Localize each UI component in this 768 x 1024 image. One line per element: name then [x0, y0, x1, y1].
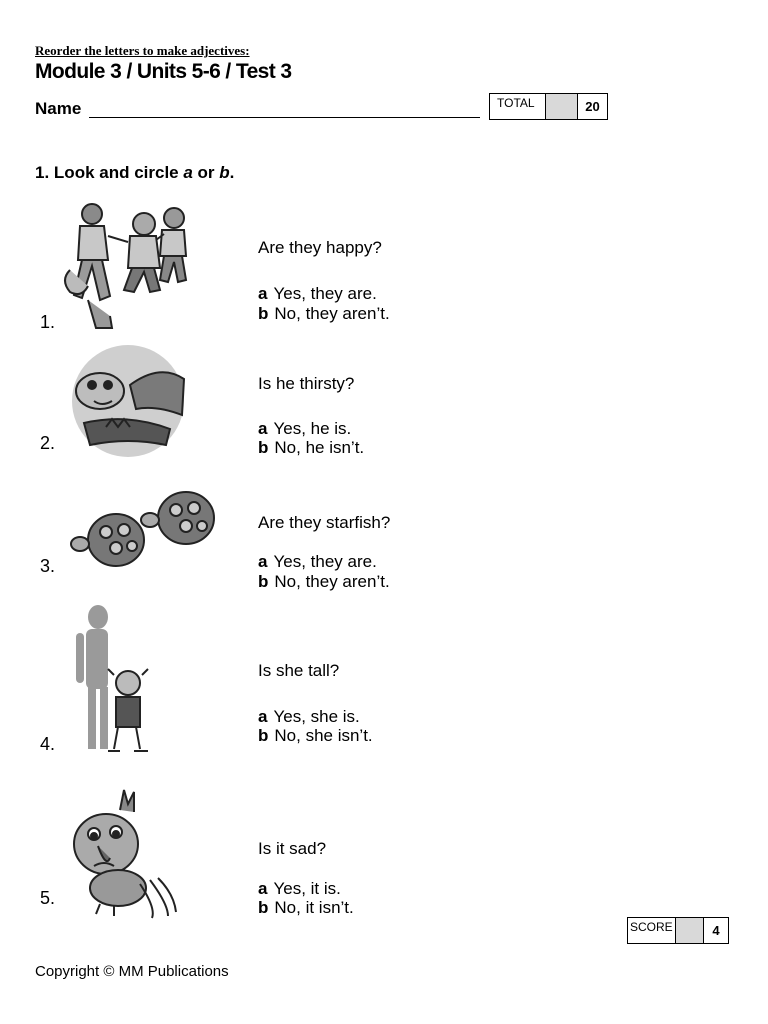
option-text: No, they aren’t.: [274, 304, 390, 323]
item-number: 4.: [40, 734, 56, 754]
question-text: Are they starfish?: [258, 513, 391, 532]
heading-option-b: b: [219, 163, 230, 182]
section-number: 1.: [35, 163, 50, 182]
total-label: TOTAL: [490, 94, 546, 119]
option-b[interactable]: [258, 572, 390, 592]
option-b[interactable]: [258, 304, 390, 324]
item-number: 1.: [40, 312, 56, 332]
score-entry[interactable]: [676, 918, 704, 943]
option-a[interactable]: [258, 552, 377, 572]
total-box: [489, 93, 608, 120]
sad-parrot-icon: [70, 788, 178, 920]
question-text: Is it sad?: [258, 839, 327, 858]
option-letter: a: [258, 552, 268, 571]
option-a[interactable]: [258, 707, 360, 727]
option-text: No, they aren’t.: [274, 572, 390, 591]
option-b[interactable]: [258, 726, 373, 746]
option-letter: a: [258, 879, 268, 898]
total-value: 20: [585, 99, 600, 114]
section-heading-text: Look and circle: [53, 163, 184, 182]
section-heading: [35, 163, 234, 183]
option-b[interactable]: [258, 898, 354, 918]
question-text: Is she tall?: [258, 661, 340, 680]
option-text: No, he isn’t.: [274, 438, 365, 457]
item-number: 5.: [40, 888, 56, 908]
option-text: Yes, he is.: [273, 419, 352, 438]
option-text: Yes, they are.: [273, 552, 377, 571]
turtle-eating-icon: [70, 345, 188, 457]
tall-man-girl-icon: [70, 605, 166, 757]
question-text: Are they happy?: [258, 238, 382, 257]
option-letter: b: [258, 438, 269, 457]
option-text: Yes, it is.: [273, 879, 341, 898]
option-letter: b: [258, 726, 269, 745]
score-value: 4: [712, 923, 720, 938]
option-letter: b: [258, 304, 269, 323]
option-text: No, it isn’t.: [274, 898, 354, 917]
option-text: No, she isn’t.: [274, 726, 373, 745]
option-a[interactable]: [258, 879, 341, 899]
option-letter: a: [258, 284, 268, 303]
item-number: 2.: [40, 433, 56, 453]
option-letter: a: [258, 419, 268, 438]
copyright-text: Copyright © MM Publications: [35, 963, 229, 980]
option-letter: b: [258, 572, 269, 591]
option-b[interactable]: [258, 438, 364, 458]
heading-period: .: [229, 163, 235, 182]
question-text: Is he thirsty?: [258, 374, 355, 393]
option-a[interactable]: [258, 284, 377, 304]
turtles-icon: [70, 488, 222, 574]
happy-kids-icon: [52, 200, 192, 330]
name-label: Name: [35, 99, 82, 118]
total-score-entry[interactable]: [546, 94, 578, 119]
option-a[interactable]: [258, 419, 351, 439]
score-label: SCORE: [628, 918, 676, 943]
score-box: [627, 917, 729, 944]
instruction-text: Reorder the letters to make adjectives:: [35, 43, 250, 58]
heading-option-a: a: [183, 163, 193, 182]
heading-or: or: [192, 163, 220, 182]
item-number: 3.: [40, 556, 56, 576]
option-letter: b: [258, 898, 269, 917]
name-field-line[interactable]: [89, 117, 480, 118]
option-letter: a: [258, 707, 268, 726]
option-text: Yes, she is.: [273, 707, 360, 726]
option-text: Yes, they are.: [273, 284, 377, 303]
page-title: Module 3 / Units 5-6 / Test 3: [35, 60, 292, 83]
